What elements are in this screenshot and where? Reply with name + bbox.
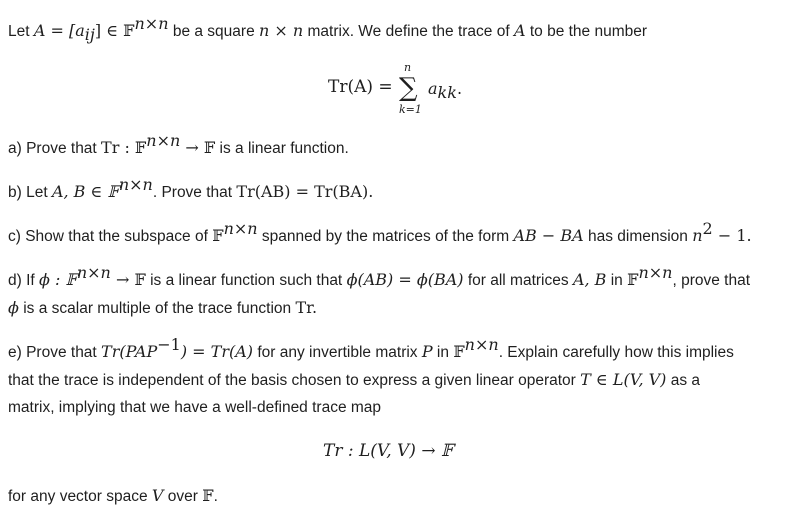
part-b <box>8 175 374 203</box>
intro-text2: matrix. We define the trace of <box>303 23 514 40</box>
intro-line <box>8 14 648 44</box>
part-e-l2-math: T ∈ L(V, V) <box>580 370 667 389</box>
part-b-mid: . Prove that <box>152 184 237 201</box>
part-d-eq: ϕ(AB) = ϕ(BA) <box>346 270 464 289</box>
def-lhs: Tr(A) = <box>328 77 393 97</box>
part-c <box>8 219 752 247</box>
part-c-n: n <box>692 226 703 245</box>
part-e-l2-text: that the trace is independent of the basis chosen to express a given linear operator <box>8 372 581 389</box>
part-e-l4-lead: for any vector space <box>8 488 152 505</box>
part-b-dim: n×n <box>118 175 153 194</box>
def-term-sub: kk <box>437 83 457 102</box>
part-a-dim: n×n <box>146 131 181 150</box>
trace-definition <box>328 77 393 97</box>
part-e-line3 <box>8 398 381 418</box>
part-d-line2 <box>8 298 317 319</box>
part-c-dim: n×n <box>223 219 258 238</box>
part-e-mid2: in <box>432 344 454 361</box>
part-a <box>8 131 349 159</box>
part-b-eq: Tr(AB) = Tr(BA) <box>236 182 369 201</box>
part-d-end: . <box>312 298 318 317</box>
part-d-phi: ϕ <box>8 298 19 317</box>
intro-field: ] ∈ 𝔽 <box>94 21 135 40</box>
part-b-lead: b) Let <box>8 184 52 201</box>
part-e-eq: Tr(PAP <box>101 342 158 361</box>
part-d-dim: n×n <box>76 263 111 282</box>
part-d-mid3: in <box>606 272 628 289</box>
part-c-mid2: has dimension <box>583 228 693 245</box>
intro-index: ij <box>84 25 95 44</box>
part-e-line1 <box>8 335 734 363</box>
part-b-end: . <box>368 182 374 201</box>
part-a-arrow: → 𝔽 <box>180 138 216 157</box>
part-d-arrow: → 𝔽 <box>110 270 146 289</box>
part-d-field: 𝔽 <box>627 270 639 289</box>
part-c-tail: − 1. <box>712 226 752 245</box>
part-e-l3-text: matrix, implying that we have a well-defined trace map <box>8 399 382 416</box>
part-e-dim: n×n <box>464 335 499 354</box>
part-d-tail: , prove that <box>672 272 751 289</box>
part-e-end: . <box>213 488 218 505</box>
part-a-map: Tr : 𝔽 <box>101 138 147 157</box>
def-term <box>428 79 463 102</box>
part-d-line1 <box>8 263 751 291</box>
def-sum-lower: k=1 <box>399 103 422 116</box>
part-e-eq2: ) = Tr(A) <box>180 342 254 361</box>
intro-nxn: n × n <box>259 21 304 40</box>
part-d-map: ϕ : 𝔽 <box>39 270 77 289</box>
part-c-sq: 2 <box>702 219 713 238</box>
part-e-p: P <box>421 342 433 361</box>
part-a-lead: a) Prove that <box>8 140 102 157</box>
intro-lead: Let <box>8 23 30 40</box>
part-c-mid: spanned by the matrices of the form <box>257 228 514 245</box>
part-c-field: 𝔽 <box>212 226 224 245</box>
part-e-inv: −1 <box>157 335 181 354</box>
part-d-l2-text: is a scalar multiple of the trace function <box>18 300 296 317</box>
part-e-tail: . Explain carefully how this implies <box>498 344 734 361</box>
part-e-field2: 𝔽 <box>202 486 214 505</box>
part-e-mid: for any invertible matrix <box>253 344 422 361</box>
part-d-lead: d) If <box>8 272 40 289</box>
trace-map: Tr : L(V, V) → 𝔽 <box>323 441 454 461</box>
part-b-ab: A, B ∈ 𝔽 <box>51 182 119 201</box>
part-e-lead: e) Prove that <box>8 344 102 361</box>
part-d-mid: is a linear function such that <box>145 272 347 289</box>
part-e-v: V <box>151 486 164 505</box>
part-c-expr: AB − BA <box>513 226 584 245</box>
part-d-dim2: n×n <box>638 263 673 282</box>
part-e-l2-tail: as a <box>666 372 701 389</box>
part-a-tail: is a linear function. <box>215 140 349 157</box>
intro-dim: n×n <box>134 14 169 33</box>
intro-text1: be a square <box>168 23 259 40</box>
def-term-a: a <box>428 79 438 98</box>
part-d-ab: A, B <box>572 270 607 289</box>
def-sum-upper: n <box>404 61 412 74</box>
part-d-mid2: for all matrices <box>463 272 573 289</box>
part-e-line4 <box>8 486 218 507</box>
trace-map-display <box>323 441 453 461</box>
intro-text3: to be the number <box>525 23 648 40</box>
part-c-lead: c) Show that the subspace of <box>8 228 213 245</box>
part-e-line2 <box>8 370 700 391</box>
def-sum-symbol: ∑ <box>399 73 418 103</box>
intro-a: A <box>513 21 526 40</box>
part-e-field: 𝔽 <box>453 342 465 361</box>
part-d-tr: Tr <box>295 298 313 317</box>
intro-matrix-def: A = [a <box>33 21 85 40</box>
part-e-l4-mid: over <box>163 488 203 505</box>
def-dot: . <box>456 79 463 98</box>
